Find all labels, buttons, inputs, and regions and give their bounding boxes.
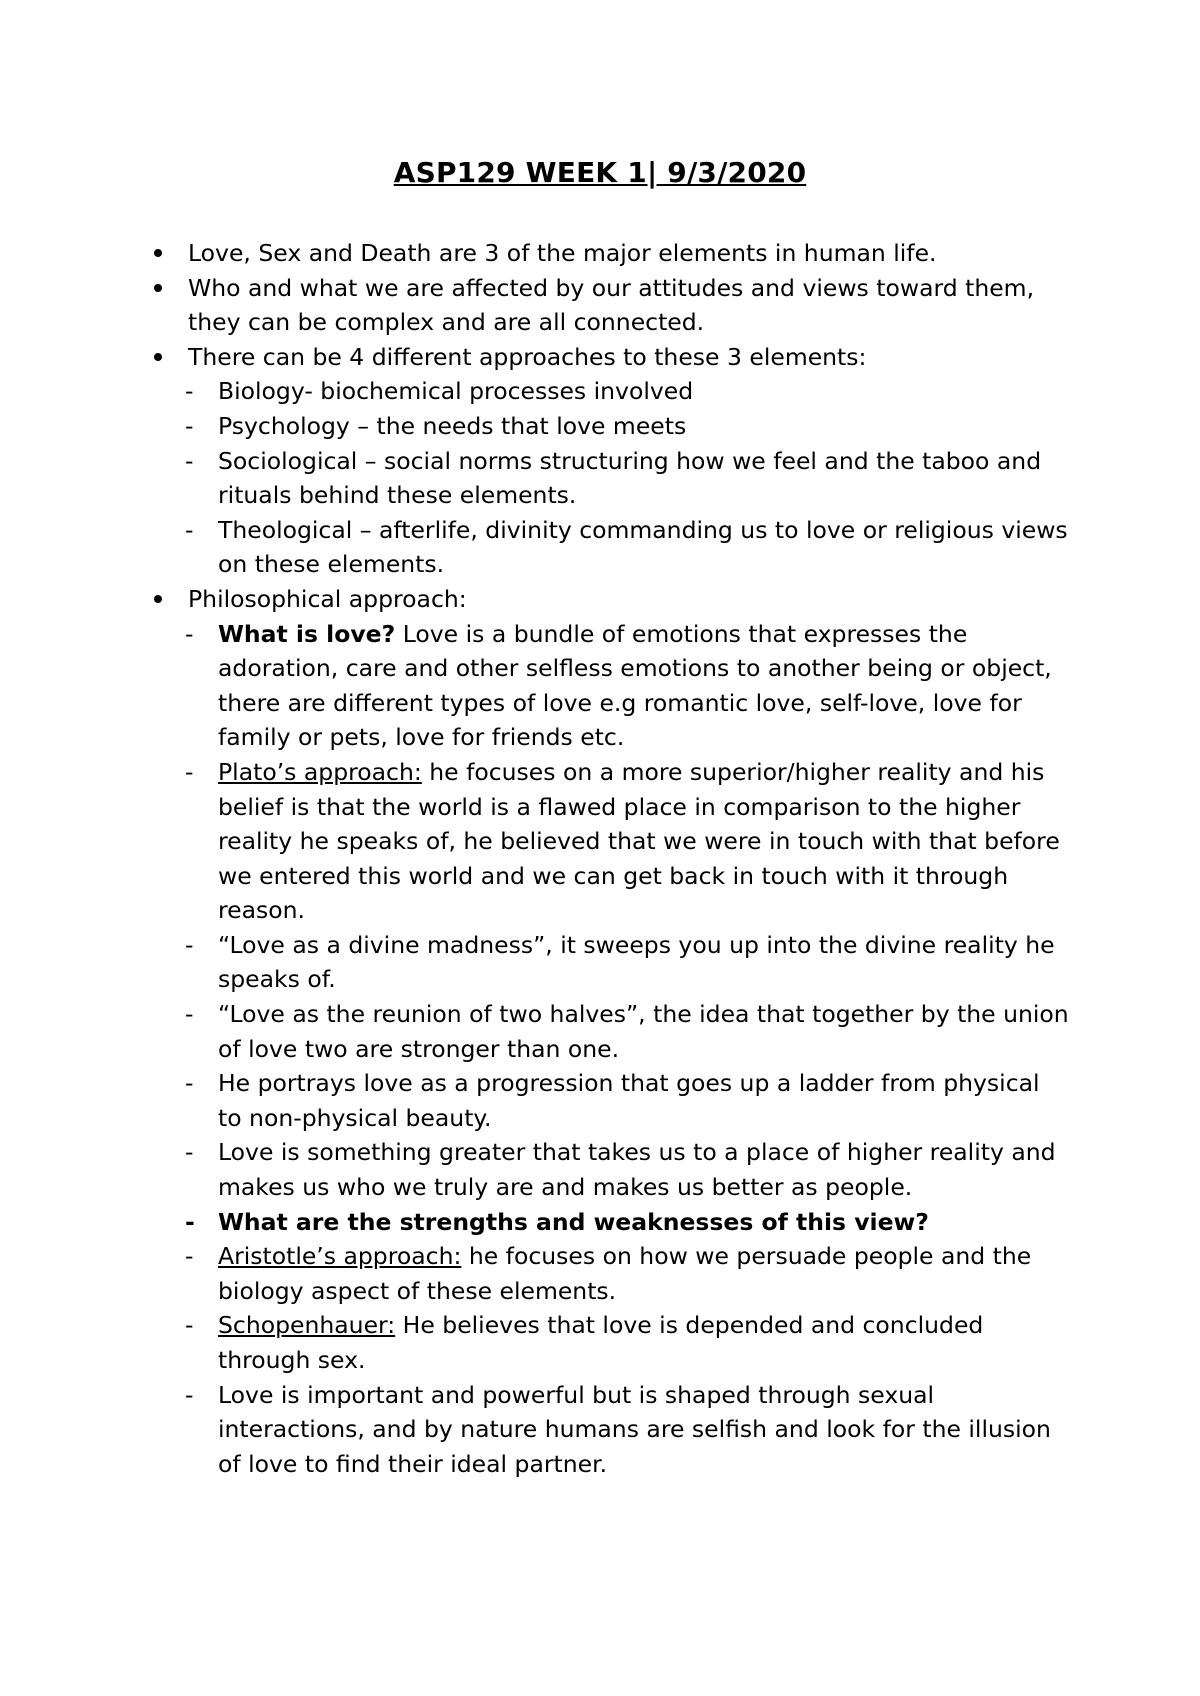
philosopher-label: Schopenhauer: [218,1311,396,1340]
bullet-marker [154,249,162,257]
dash-item [150,1066,1070,1135]
dash-item-text: he focuses on how we persuade people and the biology aspect of these elements. [218,1242,1032,1305]
dash-marker: - [185,757,194,786]
dash-marker: - [185,1242,194,1271]
bullet-item [150,582,1070,617]
dash-marker: - [185,515,194,544]
dash-marker: - [185,1138,194,1167]
dash-item-text: Love is a bundle of emotions that expresses the adoration, care and other selfless emotions to another being or object, there are different types of love e.g romantic love, self-love, love for family or pets, love for friends etc. [218,619,1052,752]
dash-item-text: “Love as the reunion of two halves”, the idea that together by the union of love two are stronger than one. [218,1000,1069,1063]
dash-item-text: Sociological – social norms structuring how we feel and the taboo and rituals behind these elements. [218,446,1042,510]
bullet-item [150,340,1070,375]
dash-item [150,755,1070,928]
dash-item [150,513,1070,582]
bullet-marker [154,284,162,292]
philosophy-sublist [150,617,1070,1482]
dash-marker: - [185,1069,194,1098]
dash-item-text: he focuses on a more superior/higher reality and his belief is that the world is a flawed place in comparison to the higher reality he speaks of, he believed that we were in touch with that before we entered this world and we can get back in touch with it through reason. [218,757,1060,925]
bullet-item [150,236,1070,271]
dash-marker: - [185,619,194,648]
question-text: What are the strengths and weaknesses of this view? [218,1207,929,1236]
bullet-marker [154,595,162,603]
dash-item-text: Theological – afterlife, divinity commanding us to love or religious views on these elements. [218,515,1068,579]
dash-item [150,997,1070,1066]
dash-item [150,617,1070,755]
document-title: ASP129 WEEK 1| 9/3/2020 [393,156,807,189]
notes-body [150,236,1070,1481]
bullet-text: Love, Sex and Death are 3 of the major elements in human life. [188,239,937,267]
dash-item-text: Psychology – the needs that love meets [218,411,687,440]
bullet-text: Who and what we are affected by our attitudes and views toward them, they can be complex and are all connected. [188,273,1035,337]
bullet-marker [154,353,162,361]
bullet-text: There can be 4 different approaches to these 3 elements: [188,342,867,371]
dash-item-text: “Love as a divine madness”, it sweeps you up into the divine reality he speaks of. [218,930,1055,994]
dash-item-text: Biology- biochemical processes involved [218,377,694,406]
dash-item [150,1308,1070,1377]
dash-item-text: He portrays love as a progression that goes up a ladder from physical to non-physical beauty. [218,1069,1040,1132]
dash-marker: - [185,930,194,959]
dash-item-question [150,1205,1070,1240]
dash-marker: - [185,411,194,440]
dash-item [150,928,1070,997]
dash-marker: - [185,1207,195,1236]
bullet-text: Philosophical approach: [188,584,467,613]
dash-item-text: Love is important and powerful but is shaped through sexual interactions, and by nature humans are selfish and look for the illusion of love to find their ideal partner. [218,1380,1051,1478]
dash-item [150,1135,1070,1204]
dash-item-text: He believes that love is depended and concluded through sex. [218,1311,984,1374]
philosopher-label: Plato’s approach: [218,757,422,786]
dash-item [150,374,1070,409]
philosopher-label: Aristotle’s approach: [218,1242,462,1271]
dash-marker: - [185,1311,194,1340]
dash-item [150,1239,1070,1308]
dash-item-text: Love is something greater that takes us to a place of higher reality and makes us who we truly are and makes us better as people. [218,1138,1056,1202]
dash-item [150,1378,1070,1482]
dash-marker: - [185,446,194,475]
dash-item [150,409,1070,444]
bullet-item [150,271,1070,340]
approaches-sublist [150,374,1070,582]
dash-item [150,444,1070,513]
dash-marker: - [185,377,194,406]
dash-marker: - [185,1000,194,1029]
question-label: What is love? [218,619,396,648]
dash-marker: - [185,1380,194,1409]
